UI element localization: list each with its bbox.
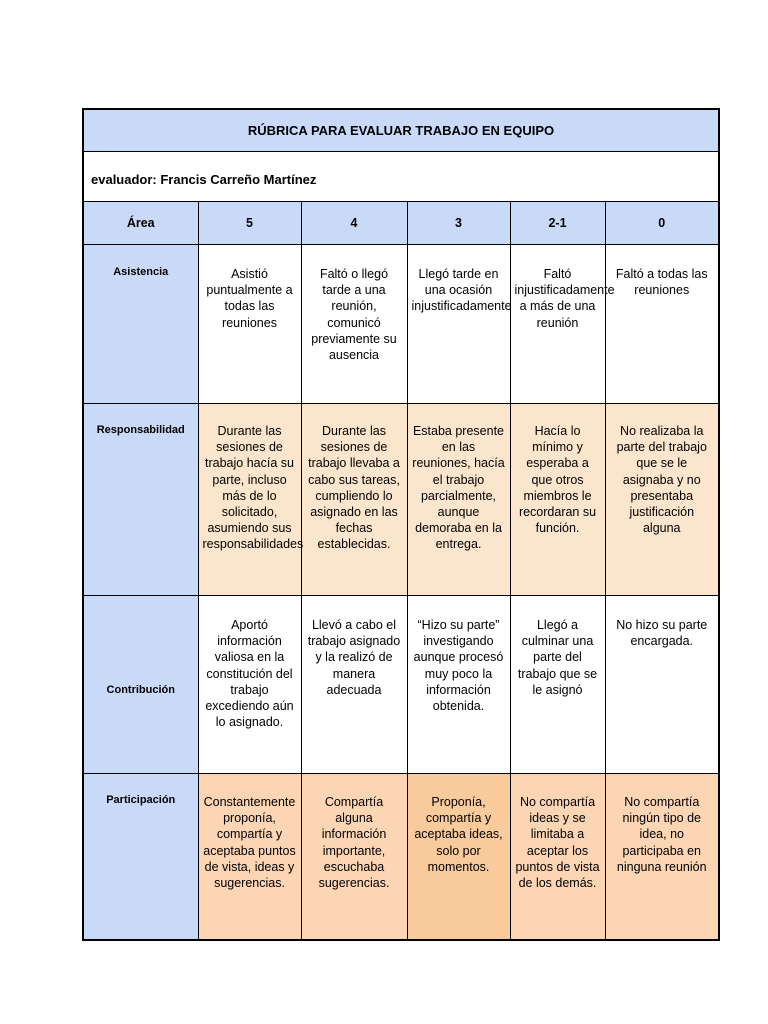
criterion-cell: Faltó a todas las reuniones: [605, 245, 719, 404]
criterion-cell: Faltó o llegó tarde a una reunión, comunicó previamente su ausencia: [301, 245, 407, 404]
criterion-cell: Faltó injustificadamente a más de una reunión: [510, 245, 605, 404]
criterion-cell: No compartía ningún tipo de idea, no participaba en ninguna reunión: [605, 774, 719, 941]
criterion-cell: Proponía, compartía y aceptaba ideas, solo por momentos.: [407, 774, 510, 941]
criterion-cell: Llegó a culminar una parte del trabajo que se le asignó: [510, 596, 605, 774]
criterion-cell: Hacía lo mínimo y esperaba a que otros miembros le recordaran su función.: [510, 404, 605, 596]
column-header-score-0: 0: [605, 202, 719, 245]
rubric-table: [82, 108, 720, 941]
criterion-cell: Durante las sesiones de trabajo llevaba a cabo sus tareas, cumpliendo lo asignado en las fechas establecidas.: [301, 404, 407, 596]
criterion-cell: No hizo su parte encargada.: [605, 596, 719, 774]
table-row: [83, 596, 719, 774]
rubric-title: RÚBRICA PARA EVALUAR TRABAJO EN EQUIPO: [83, 109, 719, 152]
column-header-row: [83, 202, 719, 245]
column-header-area: Área: [83, 202, 198, 245]
criterion-cell: No realizaba la parte del trabajo que se le asignaba y no presentaba justificación alguna: [605, 404, 719, 596]
evaluator-label: evaluador: Francis Carreño Martínez: [83, 152, 719, 202]
criterion-cell: Llegó tarde en una ocasión injustificadamente: [407, 245, 510, 404]
area-label: Responsabilidad: [83, 404, 198, 596]
area-label: Contribución: [83, 596, 198, 774]
table-row: [83, 774, 719, 941]
area-label: Asistencia: [83, 245, 198, 404]
criterion-cell: No compartía ideas y se limitaba a aceptar los puntos de vista de los demás.: [510, 774, 605, 941]
criterion-cell: “Hizo su parte” investigando aunque procesó muy poco la información obtenida.: [407, 596, 510, 774]
criterion-cell: Aportó información valiosa en la constitución del trabajo excediendo aún lo asignado.: [198, 596, 301, 774]
criterion-cell: Constantemente proponía, compartía y aceptaba puntos de vista, ideas y sugerencias.: [198, 774, 301, 941]
table-row: [83, 404, 719, 596]
area-label: Participación: [83, 774, 198, 941]
column-header-score-5: 5: [198, 202, 301, 245]
table-row: [83, 245, 719, 404]
criterion-cell: Llevó a cabo el trabajo asignado y la realizó de manera adecuada: [301, 596, 407, 774]
column-header-score-4: 4: [301, 202, 407, 245]
criterion-cell: Estaba presente en las reuniones, hacía el trabajo parcialmente, aunque demoraba en la entrega.: [407, 404, 510, 596]
column-header-score-3: 3: [407, 202, 510, 245]
criterion-cell: Durante las sesiones de trabajo hacía su parte, incluso más de lo solicitado, asumiendo sus responsabilidades: [198, 404, 301, 596]
criterion-cell: Compartía alguna información importante, escuchaba sugerencias.: [301, 774, 407, 941]
column-header-score-2-1: 2-1: [510, 202, 605, 245]
criterion-cell: Asistió puntualmente a todas las reuniones: [198, 245, 301, 404]
